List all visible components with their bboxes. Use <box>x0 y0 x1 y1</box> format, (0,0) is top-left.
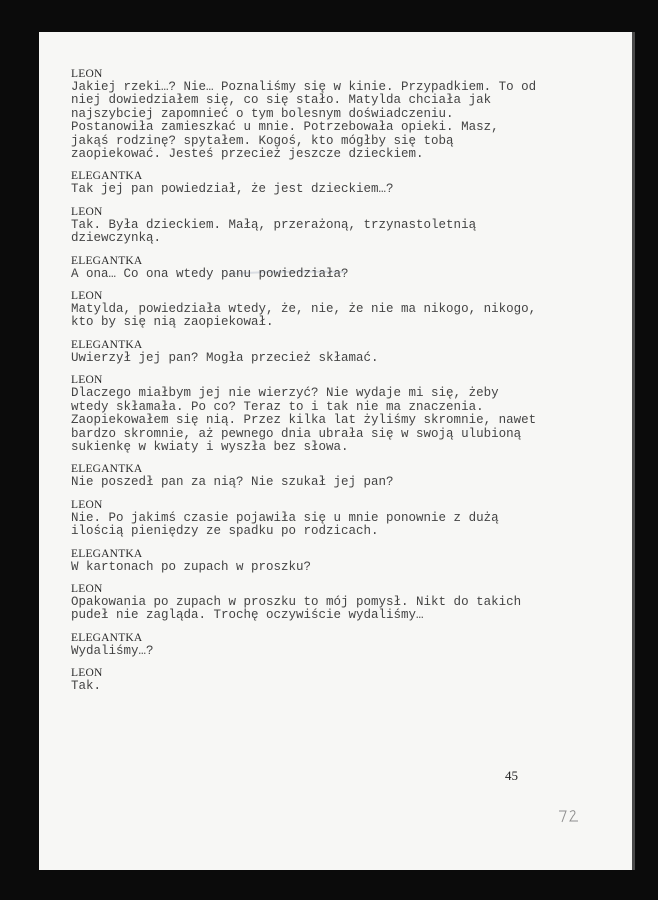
dialogue-line: jakąś rodzinę? spytałem. Kogoś, kto mógłby się tobą <box>71 133 454 148</box>
dialogue-line: zaopiekować. Jesteś przecież jeszcze dzieckiem. <box>71 147 424 162</box>
dialogue-line: Wydaliśmy…? <box>71 643 154 658</box>
pencil-annotation <box>557 808 581 824</box>
dialogue-block <box>71 68 541 161</box>
dialogue-line: najszybciej zapomnieć o tym bolesnym doświadczeniu. <box>71 106 454 121</box>
dialogue-line: Tak. Była dzieckiem. Małą, przerażoną, trzynastoletnią <box>71 217 477 232</box>
dialogue-line: A ona… Co ona wtedy panu powiedziała? <box>71 266 349 281</box>
dialogue-line: Postanowiła zamieszkać u mnie. Potrzebowała opieki. Masz, <box>71 120 499 135</box>
script-dialogue <box>71 68 541 703</box>
dialogue-line: ilością pieniędzy ze spadku po rodzicach. <box>71 524 379 539</box>
speaker-name: LEON <box>71 667 103 680</box>
dialogue-line: bardzo skromnie, aż pewnego dnia ubrała się w swoją ulubioną <box>71 426 522 441</box>
dialogue-block <box>71 290 541 330</box>
dialogue-block <box>71 206 541 246</box>
dialogue-line: Tak jej pan powiedział, że jest dzieckiem…? <box>71 182 394 197</box>
speaker-name: ELEGANTKA <box>71 463 143 476</box>
speaker-name: ELEGANTKA <box>71 170 143 183</box>
dialogue-line: Tak. <box>71 679 102 694</box>
dialogue-line: sukienkę w kwiaty i wyszła bez słowa. <box>71 439 349 454</box>
speaker-name: LEON <box>71 205 103 218</box>
dialogue-block <box>71 339 541 365</box>
dialogue-line: Dlaczego miałbym jej nie wierzyć? Nie wydaje mi się, żeby <box>71 386 499 401</box>
dialogue-block <box>71 374 541 454</box>
page-number: 45 <box>505 768 518 783</box>
page-edge-shadow <box>632 32 635 870</box>
speaker-name: ELEGANTKA <box>71 631 143 644</box>
dialogue-block <box>71 548 541 574</box>
dialogue-block <box>71 632 541 658</box>
dialogue-line: pudeł nie zagląda. Trochę oczywiście wydaliśmy… <box>71 608 424 623</box>
speaker-name: LEON <box>71 290 103 303</box>
speaker-name: ELEGANTKA <box>71 547 143 560</box>
dialogue-line: Nie. Po jakimś czasie pojawiła się u mnie ponownie z dużą <box>71 510 499 525</box>
dialogue-line: Uwierzył jej pan? Mogła przecież skłamać. <box>71 350 379 365</box>
speaker-name: LEON <box>71 498 103 511</box>
speaker-name: LEON <box>71 582 103 595</box>
dialogue-block <box>71 463 541 489</box>
dialogue-line: Jakiej rzeki…? Nie… Poznaliśmy się w kinie. Przypadkiem. To od <box>71 80 537 94</box>
dialogue-line: niej dowiedziałem się, co się stało. Matylda chciała jak <box>71 93 492 108</box>
dialogue-line: dziewczynką. <box>71 231 162 246</box>
dialogue-line: wtedy skłamała. Po co? Teraz to i tak nie ma znaczenia. <box>71 399 484 414</box>
dialogue-line: Matylda, powiedziała wtedy, że, nie, że nie ma nikogo, nikogo, <box>71 302 537 317</box>
speaker-name: ELEGANTKA <box>71 254 143 267</box>
dialogue-block <box>71 499 541 539</box>
speaker-name: LEON <box>71 374 103 387</box>
dialogue-line: Zaopiekowałem się nią. Przez kilka lat żyliśmy skromnie, nawet <box>71 413 537 428</box>
dialogue-line: kto by się nią zaopiekował. <box>71 315 274 330</box>
dialogue-block <box>71 667 541 693</box>
dialogue-line: Nie poszedł pan za nią? Nie szukał jej pan? <box>71 475 394 490</box>
speaker-name: LEON <box>71 68 103 80</box>
dialogue-line: Opakowania po zupach w proszku to mój pomysł. Nikt do takich <box>71 594 522 609</box>
dialogue-block <box>71 255 541 281</box>
dialogue-line: W kartonach po zupach w proszku? <box>71 559 312 574</box>
dialogue-block <box>71 583 541 623</box>
speaker-name: ELEGANTKA <box>71 338 143 351</box>
dialogue-block <box>71 170 541 196</box>
